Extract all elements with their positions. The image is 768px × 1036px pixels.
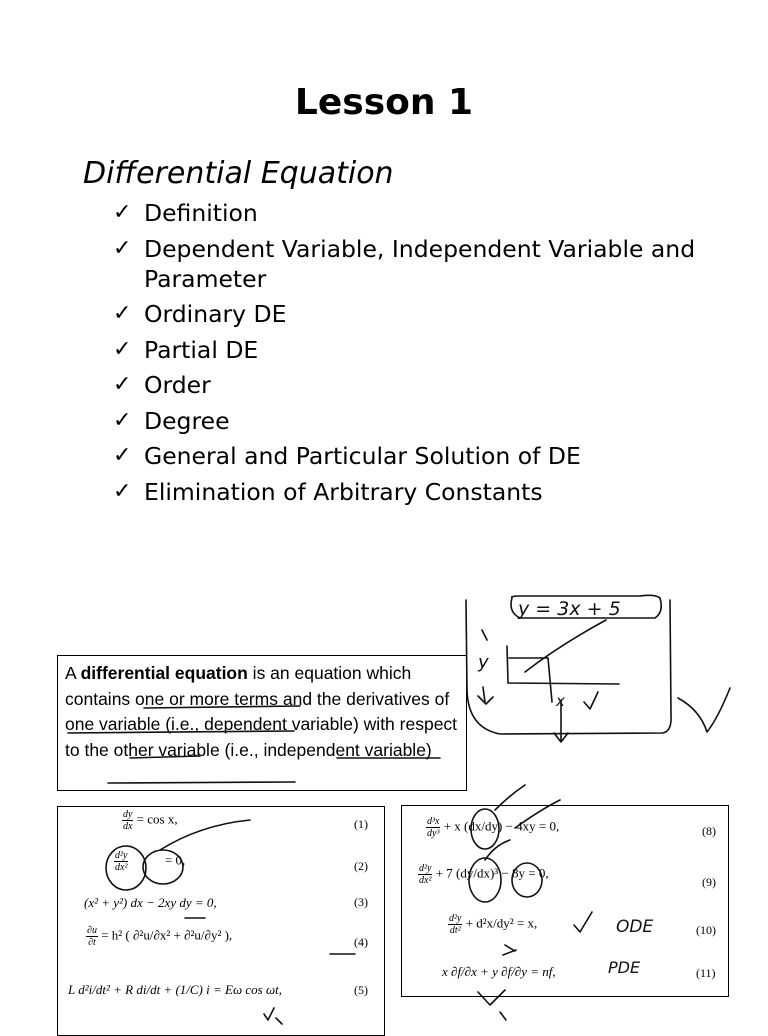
axis-x-label: x — [556, 692, 565, 710]
equation-text: + 7 (dy/dx)³ − 8y = 0, — [435, 865, 549, 881]
equation-text: = cos x, — [136, 811, 178, 827]
topic-label: Ordinary DE — [144, 300, 287, 328]
equation-4 — [86, 925, 232, 948]
graph-frame — [466, 600, 671, 734]
equation-1 — [122, 809, 178, 832]
slide-subtitle: Differential Equation — [83, 156, 394, 191]
check-mark-icon — [584, 692, 598, 709]
list-item — [113, 234, 733, 294]
pde-label: PDE — [608, 958, 641, 977]
fraction: $\frac{\text{d²y}}{\text{dx²}}$ — [115, 850, 128, 873]
topic-label: Elimination of Arbitrary Constants — [144, 477, 543, 506]
equation-number: (3) — [354, 895, 368, 909]
definition-box — [57, 655, 467, 791]
definition-text-start: A — [65, 663, 81, 683]
topic-label: Order — [144, 371, 211, 399]
equation-bubble — [511, 595, 661, 618]
check-icon: ✓ — [113, 407, 132, 433]
big-check-icon — [678, 688, 730, 732]
ode-label: ODE — [616, 917, 654, 937]
equation-number: (11) — [696, 966, 716, 980]
list-item — [113, 370, 733, 400]
equation-number: (1) — [354, 817, 368, 831]
check-icon: ✓ — [113, 301, 132, 326]
equation-3: (x² + y²) dx − 2xy dy = 0, — [84, 895, 217, 910]
equation-box-left — [57, 806, 385, 1036]
fraction: $\frac{dy}{dx}$ — [123, 809, 133, 832]
topic-label: Dependent Variable, Independent Variable and Parameter — [144, 234, 696, 293]
topic-label: Partial DE — [144, 335, 259, 364]
list-item — [113, 335, 733, 365]
fraction: $\frac{\text{d²y}}{\text{dt²}}$ — [449, 913, 462, 936]
equation-10 — [448, 913, 537, 936]
fraction: $\frac{\text{d²y}}{\text{dx²}}$ — [419, 863, 432, 886]
list-item — [113, 477, 733, 507]
equation-text: = 0, — [164, 852, 186, 868]
topic-label: Definition — [144, 199, 258, 227]
graph-line — [509, 620, 606, 702]
equation-9 — [418, 863, 549, 886]
fraction: $\frac{\partial u}{\partial t}$ — [87, 925, 97, 948]
check-icon: ✓ — [113, 200, 132, 225]
equation-number: (2) — [354, 859, 368, 873]
equation-number: (8) — [702, 824, 716, 838]
equation-2 — [114, 850, 185, 873]
down-arrow-icon — [554, 700, 568, 742]
graph-axes — [507, 646, 619, 684]
definition-text-rest: is an equation which contains one or more terms and the derivatives of one variable (i.e., dependent variable) with respect to the other variable (i.e., independent variable) — [65, 663, 458, 760]
topic-list — [113, 198, 733, 512]
list-item — [113, 406, 733, 436]
equation-number: (5) — [354, 983, 368, 997]
definition-term: differential equation — [80, 663, 248, 683]
topic-label: General and Particular Solution of DE — [144, 442, 581, 470]
check-icon: ✓ — [113, 235, 132, 261]
check-icon: ✓ — [113, 443, 132, 468]
list-item — [113, 198, 733, 228]
equation-text: = h² ( ∂²u/∂x² + ∂²u/∂y² ), — [101, 927, 233, 943]
tick-mark — [478, 630, 493, 704]
graph-equation: y = 3x + 5 — [518, 598, 621, 620]
topic-label: Degree — [144, 406, 230, 435]
equation-5: L d²i/dt² + R di/dt + (1/C) i = Eω cos ωt, — [68, 982, 283, 997]
equation-text: + d²x/dy² = x, — [465, 915, 538, 931]
equation-8 — [426, 816, 559, 839]
equation-number: (10) — [696, 923, 716, 937]
check-icon: ✓ — [113, 478, 132, 504]
equation-number: (4) — [354, 935, 368, 949]
axis-y-label: y — [478, 652, 489, 673]
equation-11: x ∂f/∂x + y ∂f/∂y = nf, — [442, 964, 556, 979]
list-item — [113, 441, 733, 471]
equation-box-right — [401, 805, 729, 997]
equation-text: + x (dx/dy) − 4xy = 0, — [443, 818, 560, 834]
equation-number: (9) — [702, 875, 716, 889]
list-item — [113, 299, 733, 329]
check-icon: ✓ — [113, 336, 132, 362]
check-icon: ✓ — [113, 372, 132, 397]
fraction: $\frac{\text{d³x}}{\text{dy³}}$ — [427, 816, 440, 839]
slide-title: Lesson 1 — [294, 82, 474, 123]
